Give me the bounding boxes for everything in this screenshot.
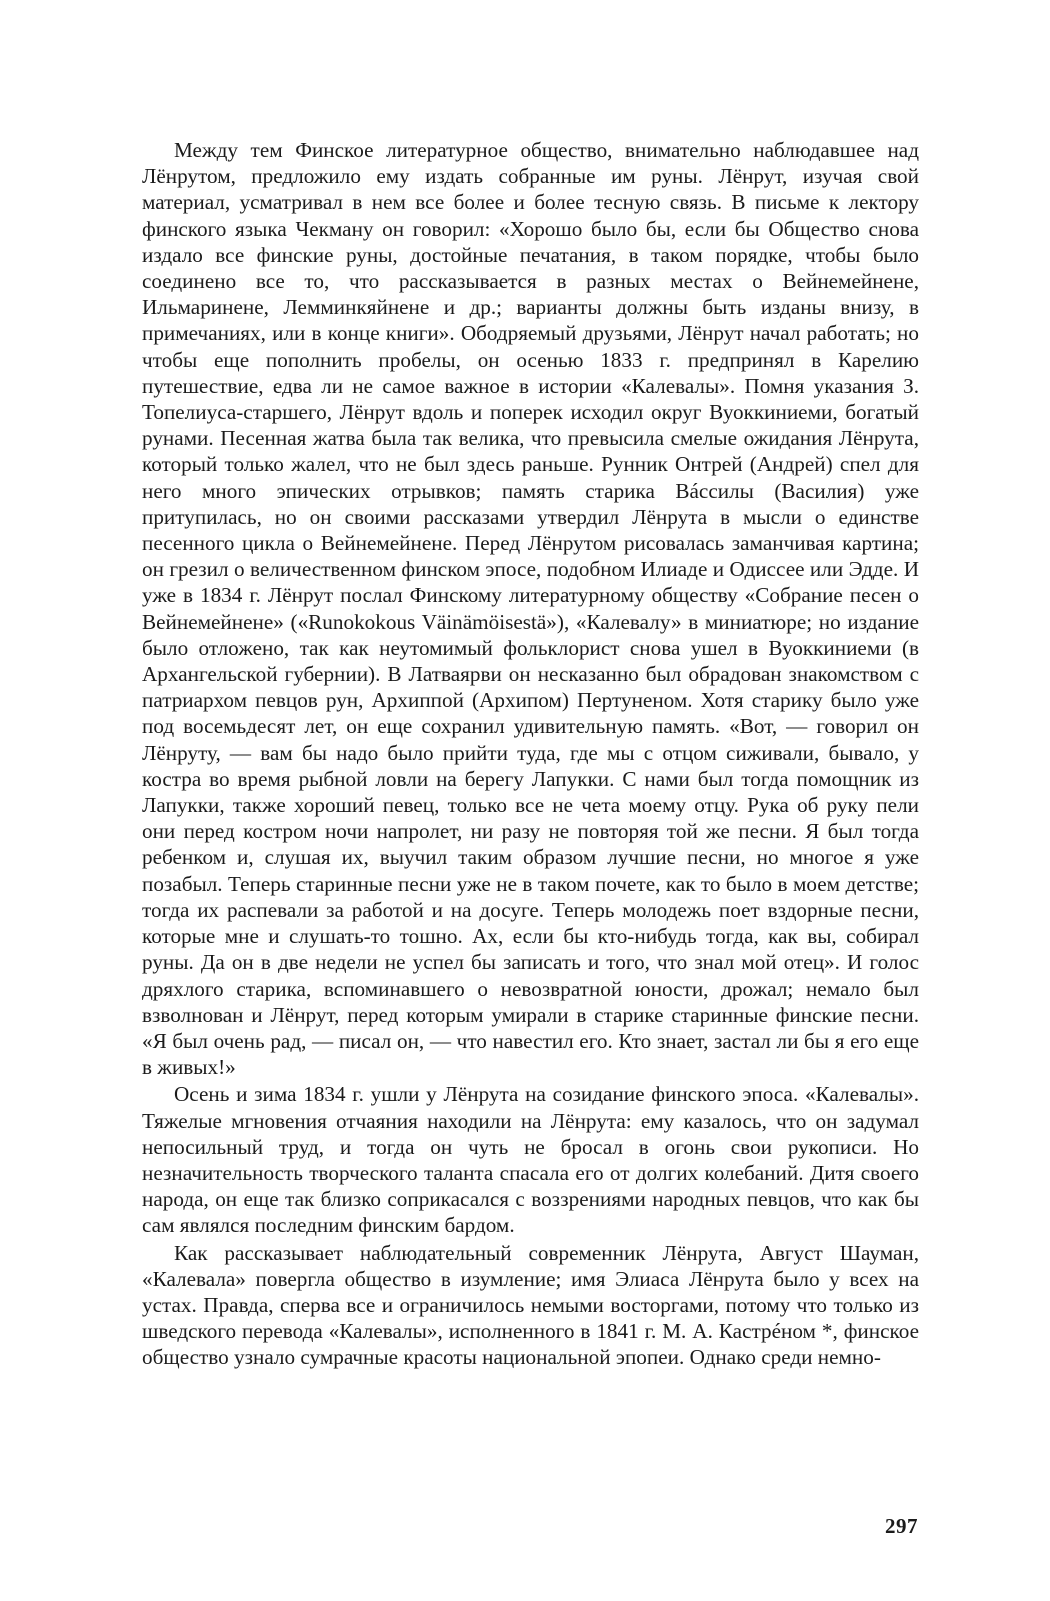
- paragraph-3: Как рассказывает наблюдательный современник Лёнрута, Август Шауман, «Калевала» повергла общество в изумление; имя Элиаса Лёнрута было у всех на устах. Правда, сперва все и ограничилось немыми восторгами, потому что только из шведского перевода «Калевалы», исполненного в 1841 г. М. А. Кастрéном *, финское общество узнало сумрачные красоты национальной эпопеи. Однако среди немно-: [142, 1240, 919, 1370]
- paragraph-2: Осень и зима 1834 г. ушли у Лёнрута на созидание финского эпоса. «Калевалы». Тяжелые мгновения отчаяния находили на Лёнрута: ему казалось, что он задумал непосильный труд, и тогда он чуть не бросал в огонь свои рукописи. Но незначительность творческого таланта спасала его от долгих колебаний. Дитя своего народа, он еще так близко соприкасался с воззрениями народных певцов, что как бы сам являлся последним финским бардом.: [142, 1082, 919, 1238]
- paragraph-1: Между тем Финское литературное общество, внимательно наблюдавшее над Лёнрутом, предложило ему издать собранные им руны. Лёнрут, изучая свой материал, усматривал в нем все более и более тесную связь. В письме к лектору финского языка Чекману он говорил: «Хорошо было бы, если бы Общество снова издало все финские руны, достойные печатания, в таком порядке, чтобы было соединено все то, что рассказывается в разных местах о Вейнемейнене, Ильмаринене, Лемминкяйнене и др.; варианты должны быть изданы внизу, в примечаниях, или в конце книги». Ободряемый друзьями, Лёнрут начал работать; но чтобы еще пополнить пробелы, он осенью 1833 г. предпринял в Карелию путешествие, едва ли не самое важное в истории «Калевалы». Помня указания З. Топелиуса-старшего, Лёнрут вдоль и поперек исходил округ Вуоккиниеми, богатый рунами. Песенная жатва была так велика, что превысила смелые ожидания Лёнрута, который только жалел, что не был здесь раньше. Рунник Онтрей (Андрей) спел для него много эпических отрывков; память старика Вáссилы (Василия) уже притупилась, но он своими рассказами утвердил Лёнрута в мысли о единстве песенного цикла о Вейнемейнене. Перед Лёнрутом рисовалась заманчивая картина; он грезил о величественном финском эпосе, подобном Илиаде и Одиссее или Эдде. И уже в 1834 г. Лёнрут послал Финскому литературному обществу «Собрание песен о Вейнемейнене» («Runokokous Väinämöisestä»), «Калевалу» в миниатюре; но издание было отложено, так как неутомимый фольклорист снова ушел в Вуоккиниеми (в Архангельской губернии). В Латваярви он несказанно был обрадован знакомством с патриархом певцов рун, Архиппой (Архипом) Пертуненом. Хотя старику было уже под восемьдесят лет, он еще сохранил удивительную память. «Вот, — говорил он Лёнруту, — вам бы надо было прийти туда, где мы с отцом сиживали, бывало, у костра во время рыбной ловли на берегу Лапукки. С нами был тогда помощник из Лапукки, также хороший певец, только все не чета моему отцу. Рука об руку пели они перед костром ночи напролет, ни разу не повторяя той же песни. Я был тогда ребенком и, слушая их, выучил таким образом лучшие песни, но многое я уже позабыл. Теперь старинные песни уже не в таком почете, как то было в моем детстве; тогда их распевали за работой и на досуге. Теперь молодежь поет вздорные песни, которые мне и слушать-то тошно. Ах, если бы кто-нибудь тогда, как вы, собирал руны. Да он в две недели не успел бы записать и того, что знал мой отец». И голос дряхлого старика, вспоминавшего о невозвратной юности, дрожал; немало был взволнован и Лёнрут, перед которым умирали в старике старинные финские песни. «Я был очень рад, — писал он, — что навестил его. Кто знает, застал ли бы я его еще в живых!»: [142, 138, 919, 1080]
- body-text: [142, 137, 919, 1372]
- page-number: 297: [885, 1514, 918, 1538]
